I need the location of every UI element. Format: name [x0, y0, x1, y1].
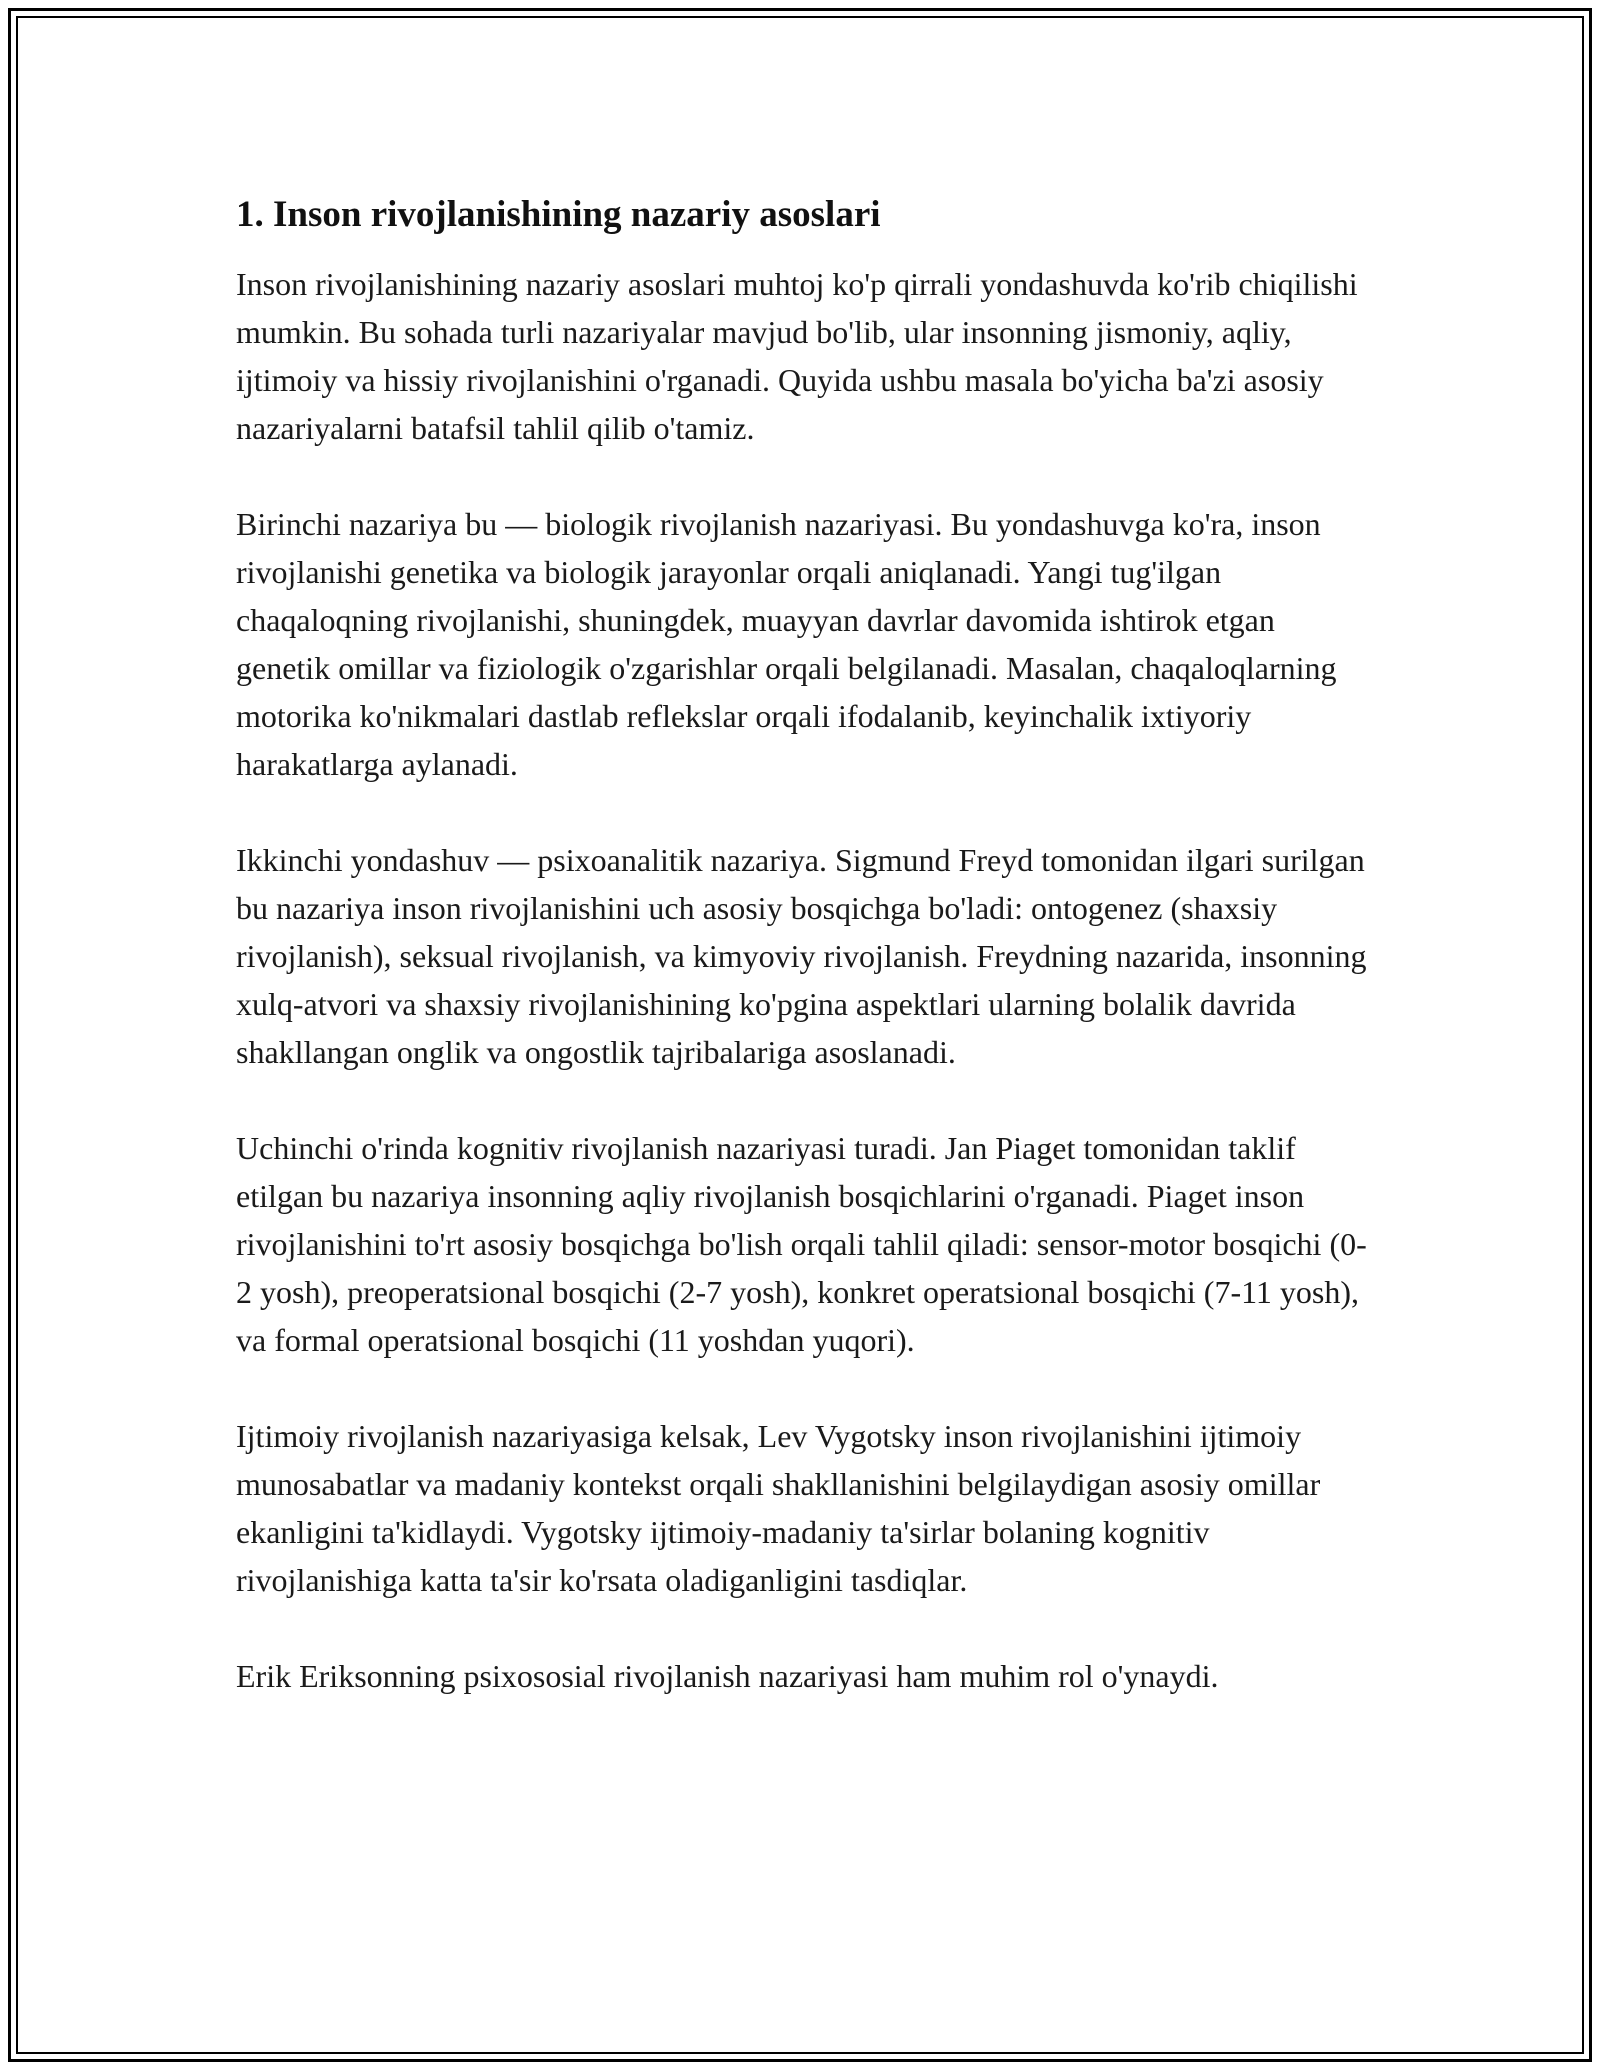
document-title: 1. Inson rivojlanishining nazariy asoslari [236, 194, 881, 235]
paragraph-psychosocial-theory: Erik Eriksonning psixososial rivojlanish nazariyasi ham muhim rol o'ynaydi. [236, 1658, 1219, 1694]
paragraph-social-theory: Ijtimoiy rivojlanish nazariyasiga kelsak, Lev Vygotsky inson rivojlanishini ijtimoiy munosabatlar va madaniy kontekst orqali shakllanishini belgilaydigan asosiy omillar ekanligini ta'kidlaydi. Vygotsky ijtimoiy-madaniy ta'sirlar bolaning kognitiv rivojlanishiga katta ta'sir ko'rsata oladiganligini tasdiqlar. [236, 1418, 1321, 1598]
paragraph-psychoanalytic-theory: Ikkinchi yondashuv — psixoanalitik nazariya. Sigmund Freyd tomonidan ilgari surilgan bu nazariya inson rivojlanishini uch asosiy bosqichga bo'ladi: ontogenez (shaxsiy rivojlanish), seksual rivojlanish, va kimyoviy rivojlanish. Freydning nazarida, insonning xulq-atvori va shaxsiy rivojlanishining ko'pgina aspektlari ularning bolalik davrida shakllangan onglik va ongostlik tajribalariga asoslanadi. [236, 842, 1367, 1070]
document-body [236, 188, 1376, 1748]
paragraph-biological-theory: Birinchi nazariya bu — biologik rivojlanish nazariyasi. Bu yondashuvga ko'ra, inson rivojlanishi genetika va biologik jarayonlar orqali aniqlanadi. Yangi tug'ilgan chaqaloqning rivojlanishi, shuningdek, muayyan davrlar davomida ishtirok etgan genetik omillar va fiziologik o'zgarishlar orqali belgilanadi. Masalan, chaqaloqlarning motorika ko'nikmalari dastlab reflekslar orqali ifodalanib, keyinchalik ixtiyoriy harakatlarga aylanadi. [236, 506, 1337, 782]
paragraph-cognitive-theory: Uchinchi o'rinda kognitiv rivojlanish nazariyasi turadi. Jan Piaget tomonidan taklif etilgan bu nazariya insonning aqliy rivojlanish bosqichlarini o'rganadi. Piaget inson rivojlanishini to'rt asosiy bosqichga bo'lish orqali tahlil qiladi: sensor-motor bosqichi (0-2 yosh), preoperatsional bosqichi (2-7 yosh), konkret operatsional bosqichi (7-11 yosh), va formal operatsional bosqichi (11 yoshdan yuqori). [236, 1130, 1367, 1358]
paragraph-intro: Inson rivojlanishining nazariy asoslari muhtoj ko'p qirrali yondashuvda ko'rib chiqilishi mumkin. Bu sohada turli nazariyalar mavjud bo'lib, ular insonning jismoniy, aqliy, ijtimoiy va hissiy rivojlanishini o'rganadi. Quyida ushbu masala bo'yicha ba'zi asosiy nazariyalarni batafsil tahlil qilib o'tamiz. [236, 266, 1358, 446]
